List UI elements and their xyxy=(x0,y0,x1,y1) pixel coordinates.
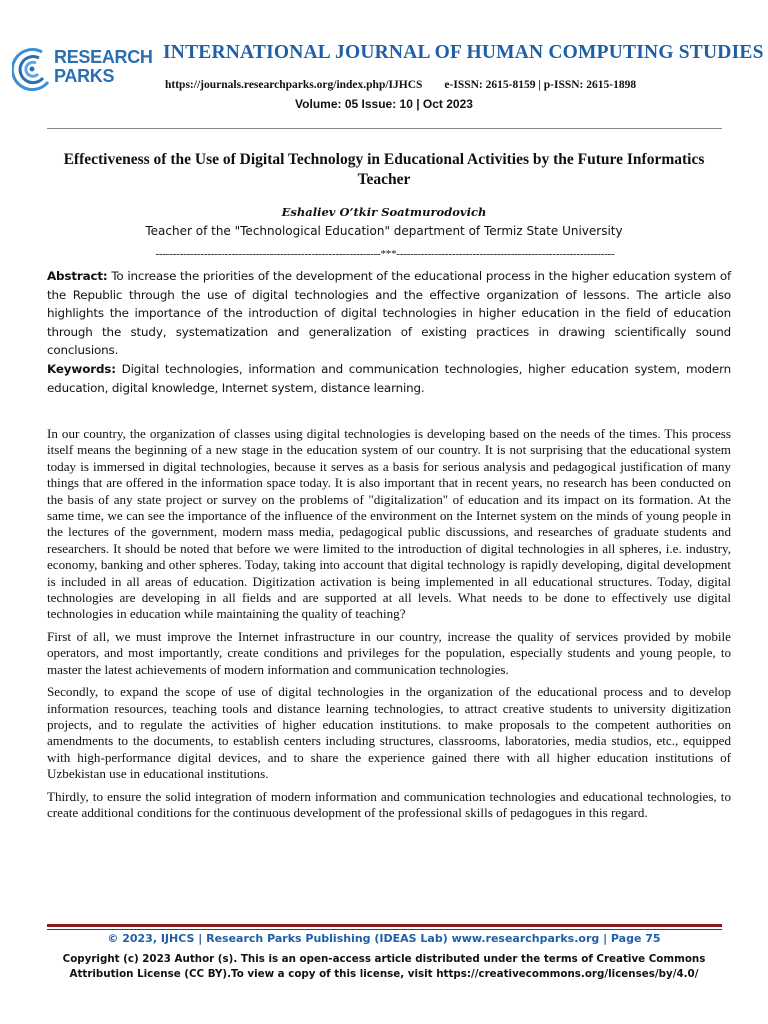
copyright-line: Copyright (c) 2023 Author (s). This is an open-access article distributed under the terms of Creative Commons xyxy=(62,953,706,965)
copyright-license-line: Attribution License (CC BY).To view a copy of this license, visit https://creativecommons.org/licenses/by/4.0/ xyxy=(69,968,699,980)
body-paragraph: In our country, the organization of classes using digital technologies is developing based on the needs of the times. This process itself means the beginning of a new stage in the education system of our country. It is not surprising that the educational system today is immersed in digital technologies, because it serves as a basis for serious analysis and pedagogical justification of many things that are offered in the information space today. It is also important that in recent years, no research has been conducted on the basis of any state project or survey on the problems of "digitalization" of education and its impact on its formation. At the same time, we can see the importance of the influence of the environment on the Internet system on the minds of young people in the lectures of the government, modern mass media, pedagogical public discussions, and researches of graduate students and researchers. It should be noted that before we were limited to the introduction of digital technologies in all spheres, i.e. industry, economy, banking and other spheres. Today, taking into account that digital technology is rapidly developing, digital development is included in all areas of education. Digitization activation is being implemented in all educational structures. Today, digital technologies are developing in all fields and are supported at all levels. What needs to be done to effectively use digital technologies in education while maintaining the quality of teaching? xyxy=(47,426,731,622)
logo-text-parks: PARKS xyxy=(54,66,115,86)
logo-text-research: RESEARCH xyxy=(54,47,153,67)
page-header xyxy=(0,0,768,130)
keywords xyxy=(47,360,731,397)
header-divider xyxy=(47,128,722,129)
journal-title: INTERNATIONAL JOURNAL OF HUMAN COMPUTING STUDIES xyxy=(163,42,764,63)
keywords-text: Digital technologies, information and communication technologies, higher education system, modern education, digital knowledge, Internet system, distance learning. xyxy=(47,362,731,395)
spiral-logo-icon xyxy=(12,44,56,94)
footer-page-info: © 2023, IJHCS | Research Parks Publishing (IDEAS Lab) www.researchparks.org | Page 75 xyxy=(107,932,661,945)
footer-divider-thick xyxy=(47,924,722,927)
footer-divider-thin xyxy=(47,929,722,930)
abstract-text: To increase the priorities of the development of the educational process in the higher education system of the Republic through the use of digital technologies and the effective organization of lessons. The article also highlights the importance of the introduction of digital technologies in higher education in the field of education through the study, systematization and generalization of existing practices in drawing scientifically sound conclusions. xyxy=(47,269,731,357)
section-separator: -----------------------------------------------------------------***--------------------------------------------------------------- xyxy=(155,248,615,260)
body-paragraph: First of all, we must improve the Internet infrastructure in our country, increase the quality of services provided by mobile operators, and most importantly, create conditions and privileges for the population, especially students and young people, to master the latest achievements of modern information and communication technologies. xyxy=(47,628,731,677)
copyright-notice xyxy=(40,952,728,982)
volume-issue: Volume: 05 Issue: 10 | Oct 2023 xyxy=(295,97,473,111)
abstract-label: Abstract: xyxy=(47,269,108,283)
article-title: Effectiveness of the Use of Digital Technology in Educational Activities by the Future Informatics Teacher xyxy=(63,151,705,188)
journal-identifiers xyxy=(165,79,658,91)
body-paragraph: Secondly, to expand the scope of use of digital technologies in the organization of the educational process and to develop information resources, teaching tools and distance learning technologies, to attract creative students to university digitization projects, and to regulate the activities of higher education institutions. to make proposals to the competent authorities on amendments to the documents, to establish centers including structures, classrooms, laboratories, media studios, etc., equipped with high-performance digital devices, and to share the experience gained there with all higher education institutions of Uzbekistan use in educational institutions. xyxy=(47,684,731,782)
keywords-label: Keywords: xyxy=(47,362,116,376)
logo-wordmark xyxy=(54,48,153,86)
author-name: Eshaliev O’tkir Soatmurodovich xyxy=(281,205,487,219)
article-body xyxy=(47,426,731,827)
author-affiliation: Teacher of the "Technological Education" department of Termiz State University xyxy=(145,224,623,238)
research-parks-logo xyxy=(12,44,153,94)
abstract xyxy=(47,267,731,360)
issn-text: e-ISSN: 2615-8159 | p-ISSN: 2615-1898 xyxy=(444,79,637,91)
journal-url-link[interactable]: https://journals.researchparks.org/index.php/IJHCS xyxy=(165,79,423,91)
body-paragraph: Thirdly, to ensure the solid integration of modern information and communication technologies and educational technologies, to create additional conditions for the continuous development of the professional skills of pedagogues in this regard. xyxy=(47,788,731,820)
